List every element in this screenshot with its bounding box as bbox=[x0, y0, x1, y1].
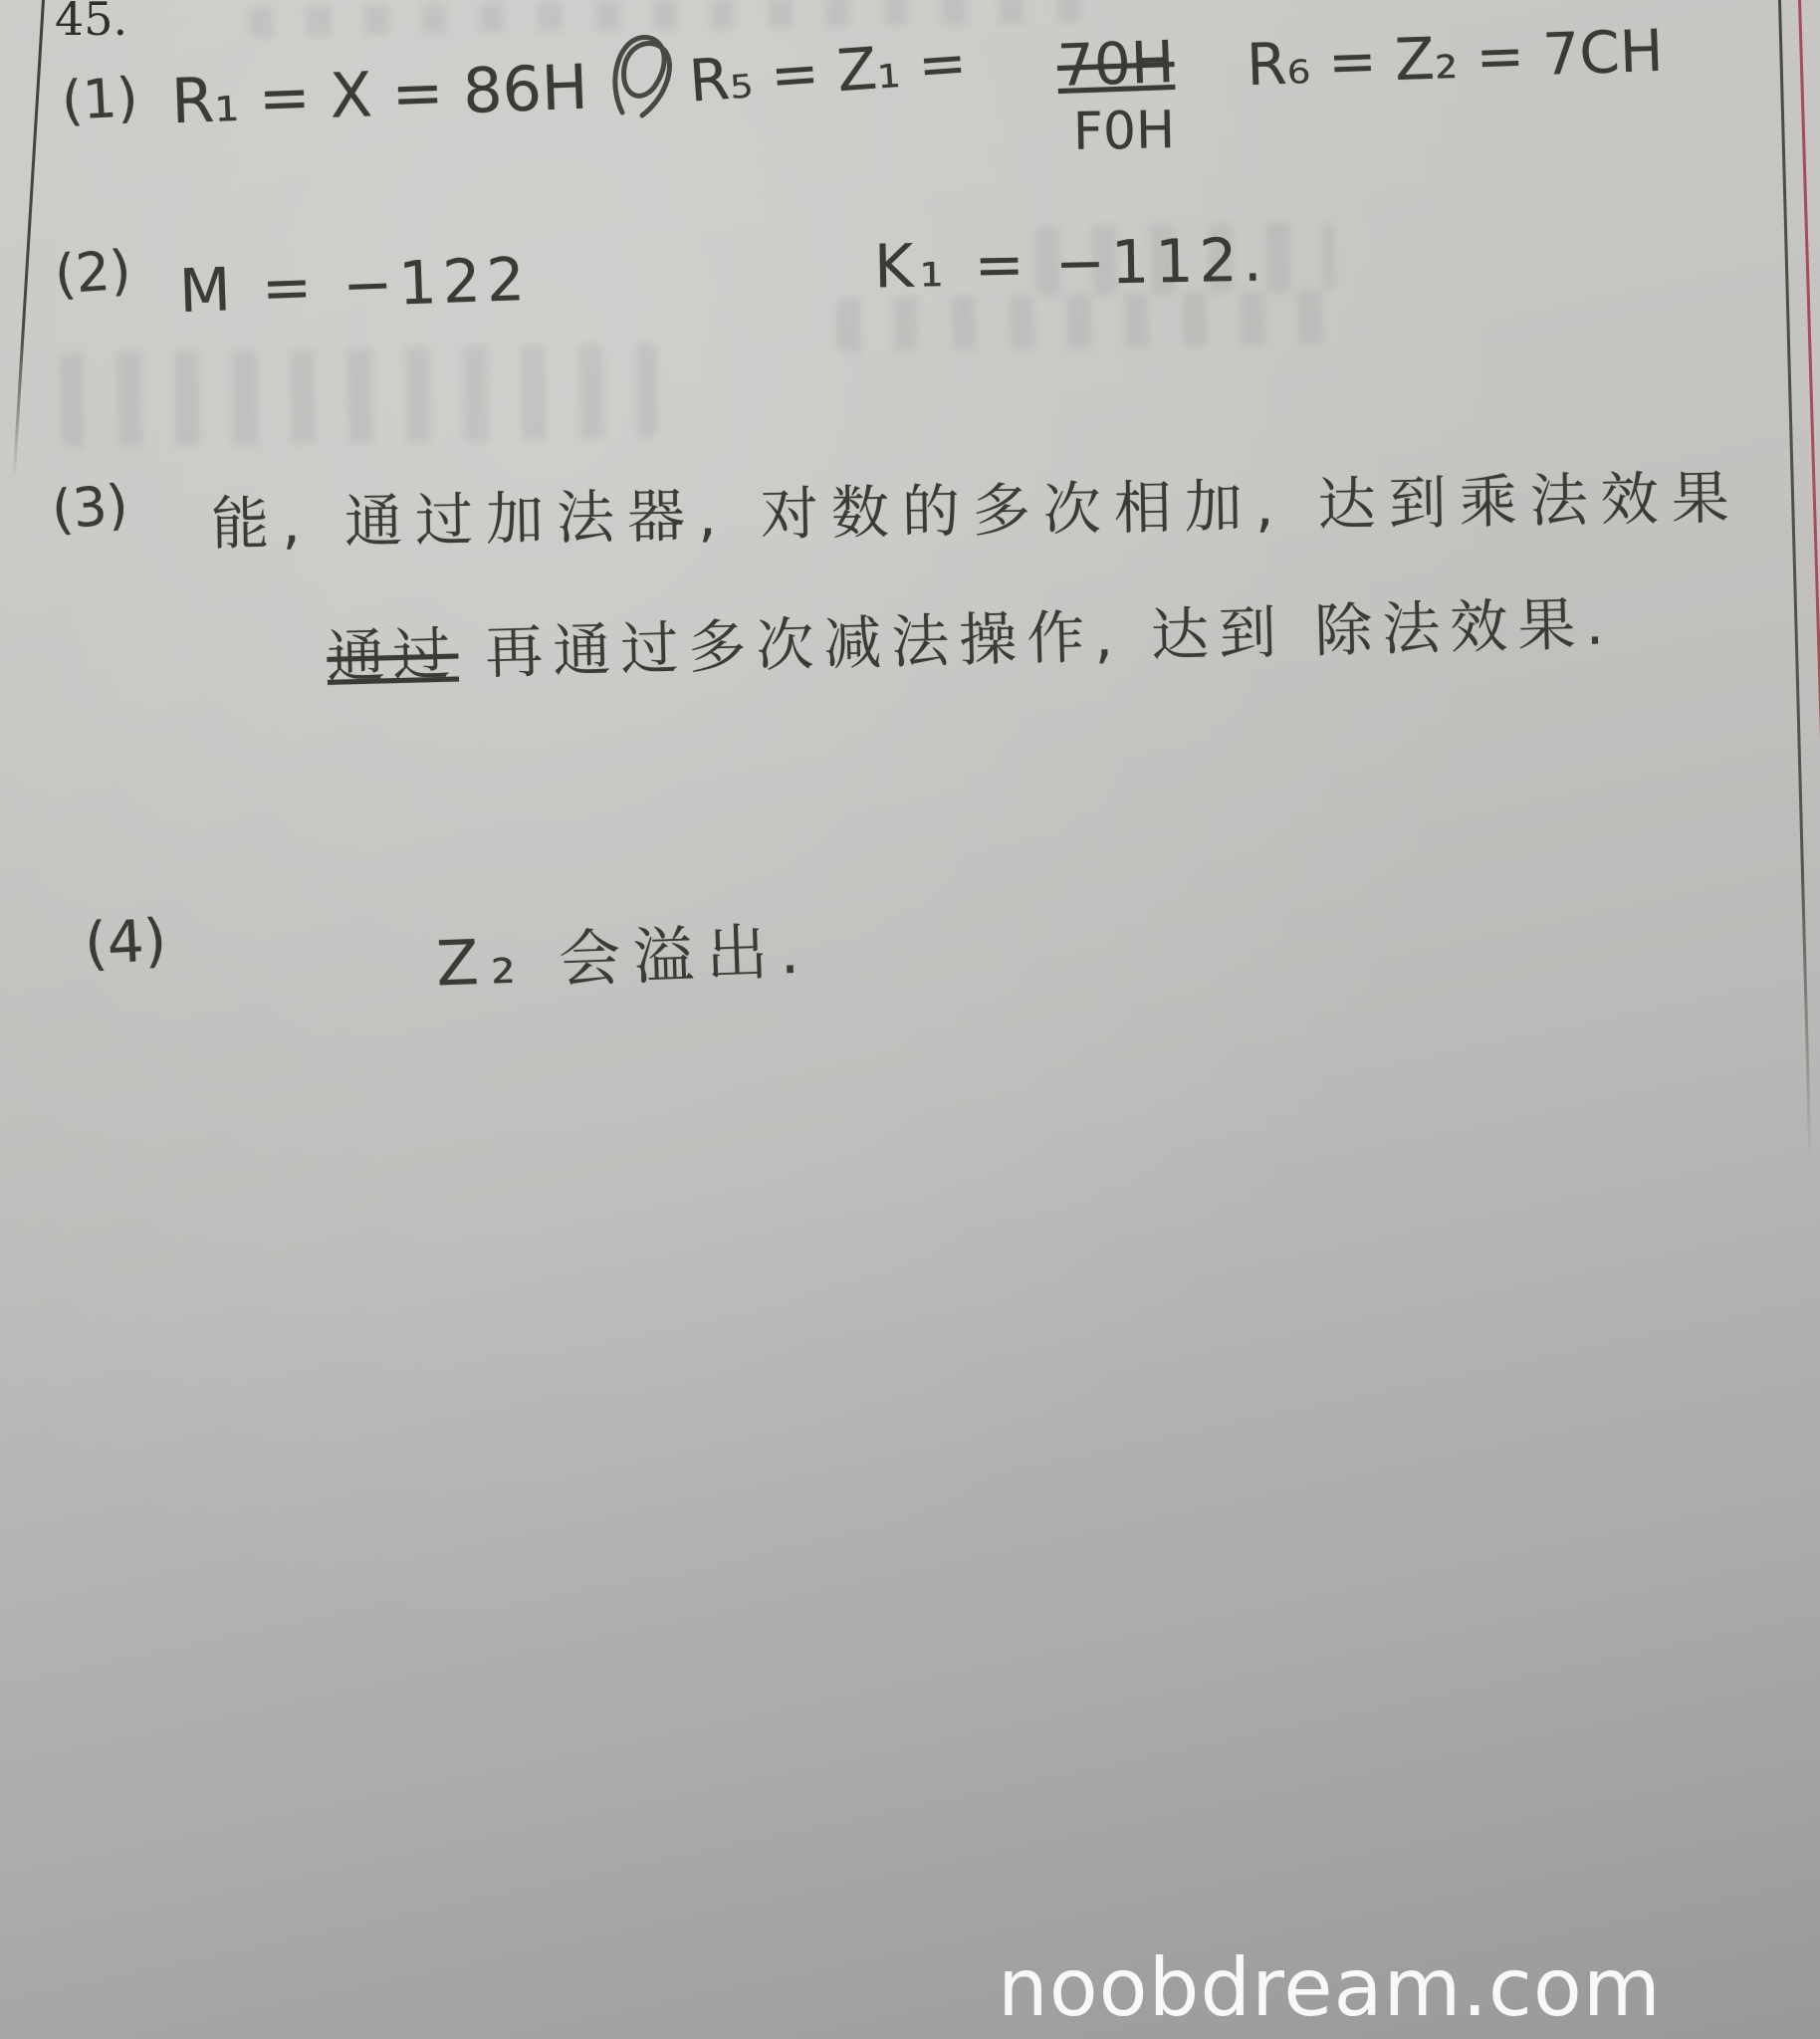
bleedthrough-smudge bbox=[59, 343, 658, 448]
right-page-edge-line bbox=[1778, 0, 1812, 1165]
answer-3-label: (3) bbox=[49, 472, 131, 543]
problem-number: 45. bbox=[55, 0, 128, 46]
answer-4-label: (4) bbox=[83, 905, 168, 979]
answer-2-equation-m: M = −122 bbox=[177, 244, 533, 328]
answer-3-line2-rest: 再通过多次减法操作, 达到 除法效果. bbox=[484, 589, 1615, 687]
answer-4-text: Z₂ 会溢出. bbox=[435, 914, 813, 1001]
answer-3-line1: 能, 通过加法器, 对数的多次相加, 达到乘法效果 bbox=[210, 463, 1743, 559]
left-margin-line bbox=[13, 0, 45, 477]
answer-2-equation-k1: K₁ = −112. bbox=[873, 225, 1269, 303]
answer-1-label: (1) bbox=[60, 66, 140, 132]
watermark: noobdream.com bbox=[998, 1941, 1662, 2034]
answer-1-corrected-value: F0H bbox=[1072, 101, 1176, 162]
answer-1-equation-r1: R₁ = X = 86H bbox=[169, 50, 589, 138]
right-red-margin-line bbox=[1798, 0, 1820, 1165]
answer-3-line2-struck: 通过 bbox=[326, 619, 460, 691]
answer-2-label: (2) bbox=[52, 238, 133, 307]
answer-1-struck-value: 70H bbox=[1055, 27, 1176, 101]
answer-1-equation-r5-prefix: R₅ = Z₁ = bbox=[686, 28, 970, 115]
scribble-mark bbox=[602, 28, 682, 127]
answer-1-equation-r6: R₆ = Z₂ = 7CH bbox=[1245, 16, 1665, 100]
answer-3-line2 bbox=[326, 576, 1615, 694]
